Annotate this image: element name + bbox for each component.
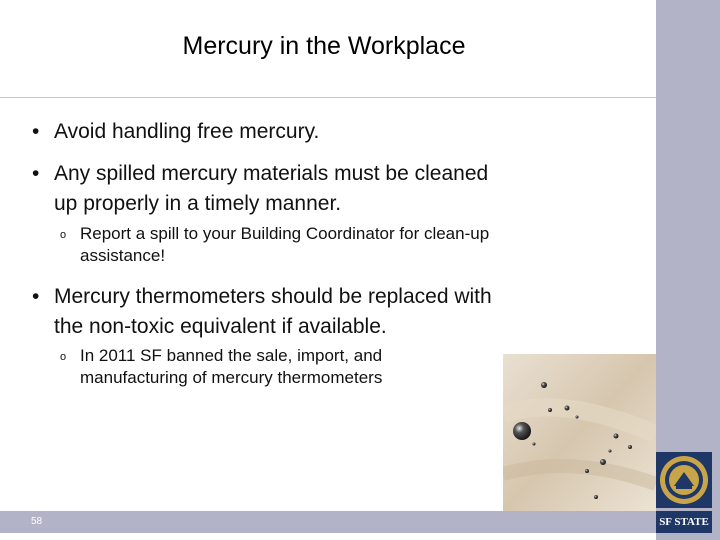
sub-bullet-text: In 2011 SF banned the sale, import, and manufacturing of mercury thermometers: [80, 346, 383, 387]
bullet-marker: •: [32, 162, 40, 185]
sf-state-logo: SF STATE: [656, 511, 712, 533]
bullet-marker: •: [32, 120, 40, 143]
mercury-droplets-photo: [503, 354, 656, 511]
bullet-text: Mercury thermometers should be replaced with the non-toxic equivalent if available.: [54, 285, 492, 338]
sub-bullet-text: Report a spill to your Building Coordinator for clean-up assistance!: [80, 224, 490, 265]
sub-bullet-marker: o: [60, 351, 67, 363]
bullet-text: Avoid handling free mercury.: [54, 120, 320, 143]
bullet-marker: •: [32, 285, 40, 308]
title-divider: [0, 97, 656, 98]
footer-bar: [0, 511, 656, 533]
sub-bullet-3: [60, 345, 460, 389]
bullet-text: Any spilled mercury materials must be cleaned up properly in a timely manner.: [54, 162, 489, 215]
bullet-1: [32, 117, 592, 147]
bullet-2: [32, 159, 502, 219]
sub-bullet-marker: o: [60, 229, 67, 241]
university-seal-icon: [656, 452, 712, 508]
sub-bullet-2: [60, 223, 550, 267]
slide-title: Mercury in the Workplace: [182, 32, 466, 60]
bullet-3: [32, 282, 522, 342]
page-number: 58: [31, 516, 43, 527]
